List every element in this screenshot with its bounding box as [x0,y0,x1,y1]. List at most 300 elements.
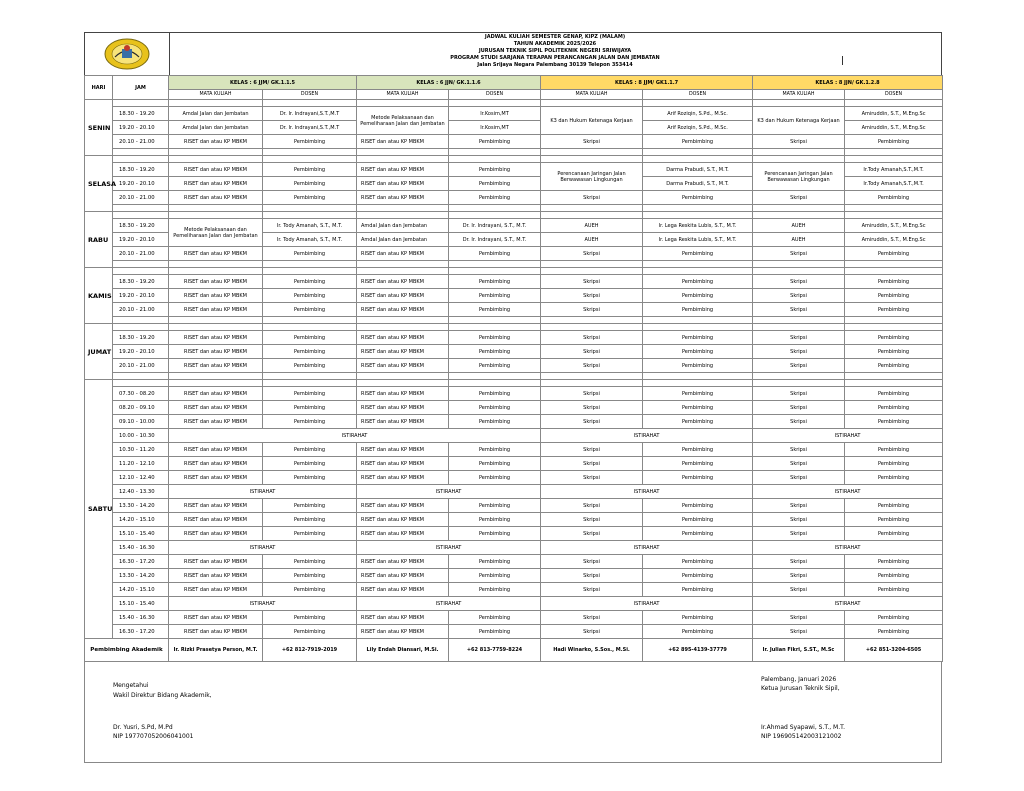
table-cell: 15.10 - 15.40 [113,527,169,541]
table-cell: Metode Pelaksanaan dan Pemeliharaan Jalan dan Jembatan [357,107,449,135]
spacer-row [85,324,943,331]
table-cell: Skripsi [541,401,643,415]
table-cell: Skripsi [753,583,845,597]
subheader-row [85,90,943,100]
table-cell: Pembimbing [643,415,753,429]
signature-footer [84,662,942,763]
table-cell: Pembimbing [449,303,541,317]
table-cell [541,373,643,380]
table-cell [449,212,541,219]
table-cell: Pembimbing [845,331,943,345]
class-1-header: KELAS : 6 JJM/ GK.1.1.5 [169,76,357,90]
class-4-header: KELAS : 8 JJN/ GK.1.2.8 [753,76,943,90]
table-row [85,555,943,569]
table-cell: Pembimbing [449,415,541,429]
table-cell: RISET dan atau KP MBKM [357,625,449,639]
table-cell: ISTIRAHAT [169,541,357,555]
header-address: Jalan Srijaya Negara Palembang 30139 Telepon 353414 [477,62,633,68]
col-dosen: DOSEN [845,90,943,100]
table-cell: 19.20 - 20.10 [113,177,169,191]
table-cell: Amiruddin, S.T., M.Eng.Sc [845,233,943,247]
table-cell: Pembimbing [449,289,541,303]
table-cell: Pembimbing [643,345,753,359]
header-year: TAHUN AKADEMIK 2025/2026 [513,41,597,47]
table-cell [357,317,449,324]
table-cell: Pembimbing [845,527,943,541]
table-cell [643,156,753,163]
table-cell: 19.20 - 20.10 [113,233,169,247]
table-cell: Darma Prabudi, S.T., M.T. [643,177,753,191]
table-cell: Pembimbing [263,527,357,541]
day-senin: SENIN [85,100,113,156]
table-cell [753,261,845,268]
table-cell: Pembimbing [263,611,357,625]
table-cell [845,212,943,219]
table-cell: RISET dan atau KP MBKM [357,247,449,261]
table-cell [845,205,943,212]
table-row [85,569,943,583]
table-cell: Pembimbing [263,191,357,205]
table-cell: 13.30 - 14.20 [113,499,169,513]
table-cell: Metode Pelaksanaan dan Pemeliharaan Jalan dan Jembatan [169,219,263,247]
advisor-1-name: Ir. Rizki Prasetya Person, M.T. [169,639,263,662]
footer-left-signatory: Dr. Yusri, S.Pd, M.Pd [113,724,173,731]
table-cell: Skripsi [753,443,845,457]
table-cell: 14.20 - 15.10 [113,583,169,597]
advisor-1-phone: +62 812-7919-2019 [263,639,357,662]
table-cell: RISET dan atau KP MBKM [357,457,449,471]
col-hari: HARI [85,76,113,100]
footer-vice-director: Wakil Direktur Bidang Akademik, [113,692,212,699]
table-cell [643,268,753,275]
table-cell: Pembimbing [643,443,753,457]
table-cell: Ir.Kosim,MT [449,107,541,121]
table-cell [263,324,357,331]
table-cell: Pembimbing [263,135,357,149]
footer-head-department: Ketua Jurusan Teknik Sipil, [761,685,840,692]
advisor-4-name: Ir. Julian Fikri, S.ST., M.Sc [753,639,845,662]
table-cell: Pembimbing [643,625,753,639]
table-cell [643,100,753,107]
table-cell [113,261,169,268]
table-cell: 18.30 - 19.20 [113,107,169,121]
table-cell: Pembimbing [643,331,753,345]
table-cell [263,100,357,107]
table-cell: Skripsi [541,513,643,527]
table-cell: Pembimbing [845,569,943,583]
table-cell: ISTIRAHAT [541,541,753,555]
table-cell: Pembimbing [449,569,541,583]
table-cell: K3 dan Hukum Ketenaga Kerjaan [541,107,643,135]
text-cursor [842,56,843,65]
table-cell [263,205,357,212]
table-cell: Pembimbing [263,415,357,429]
table-cell: Pembimbing [449,555,541,569]
table-row [85,331,943,345]
table-cell: ISTIRAHAT [169,429,541,443]
table-cell: RISET dan atau KP MBKM [357,611,449,625]
table-cell: RISET dan atau KP MBKM [357,415,449,429]
table-cell [169,380,263,387]
table-cell: RISET dan atau KP MBKM [169,499,263,513]
table-cell: Ir. Lega Reskita Lubis, S.T., M.T. [643,219,753,233]
table-cell [753,212,845,219]
advisor-3-phone: +62 895-4139-37779 [643,639,753,662]
table-cell: Pembimbing [263,583,357,597]
table-cell: Skripsi [541,247,643,261]
table-cell: Pembimbing [845,513,943,527]
table-cell [449,380,541,387]
table-cell [169,324,263,331]
table-cell: Pembimbing [643,289,753,303]
table-cell: Skripsi [753,611,845,625]
table-cell [643,212,753,219]
table-cell: Pembimbing [845,191,943,205]
table-cell: Pembimbing [643,583,753,597]
table-cell: Skripsi [753,303,845,317]
table-cell: Skripsi [753,499,845,513]
table-row [85,219,943,233]
table-cell [643,317,753,324]
table-cell: Skripsi [541,527,643,541]
table-cell: Skripsi [541,471,643,485]
footer-left-nip: NIP 197707052006041001 [113,733,194,740]
table-cell: RISET dan atau KP MBKM [169,471,263,485]
table-cell: Pembimbing [449,527,541,541]
table-cell: Skripsi [753,345,845,359]
table-cell: Amdal Jalan dan Jembatan [169,121,263,135]
table-cell: ISTIRAHAT [541,429,753,443]
table-cell [449,205,541,212]
footer-right-nip: NIP 196905142003121002 [761,733,842,740]
class-3-header: KELAS : 8 JJM/ GK1.1.7 [541,76,753,90]
table-cell: Pembimbing [263,555,357,569]
table-cell: 12.10 - 12.40 [113,471,169,485]
table-cell [449,317,541,324]
footer-place-date: Palembang, Januari 2026 [761,676,837,683]
table-cell: Dr. Ir. Indrayani,S.T.,M.T [263,107,357,121]
table-cell: Skripsi [753,471,845,485]
table-cell: Pembimbing [263,359,357,373]
table-cell: RISET dan atau KP MBKM [357,471,449,485]
table-cell: Skripsi [753,331,845,345]
table-cell: 19.20 - 20.10 [113,345,169,359]
table-cell: ISTIRAHAT [753,429,943,443]
table-cell: Skripsi [541,443,643,457]
table-cell: Amdal Jalan dan Jembatan [169,107,263,121]
day-selasa: SELASA [85,156,113,212]
table-cell: RISET dan atau KP MBKM [357,275,449,289]
table-cell: Pembimbing [263,569,357,583]
table-cell [845,261,943,268]
table-row [85,415,943,429]
table-cell [753,317,845,324]
table-cell: RISET dan atau KP MBKM [169,303,263,317]
table-cell: Pembimbing [845,471,943,485]
table-cell: RISET dan atau KP MBKM [357,569,449,583]
table-cell [113,156,169,163]
table-row [85,527,943,541]
table-cell: Pembimbing [643,611,753,625]
table-cell: Skripsi [541,345,643,359]
table-cell [113,373,169,380]
table-cell [263,212,357,219]
table-cell [643,373,753,380]
table-row [85,135,943,149]
table-cell: Pembimbing [643,527,753,541]
table-cell: Skripsi [753,457,845,471]
table-cell: Pembimbing [449,163,541,177]
header-program: PROGRAM STUDI SARJANA TERAPAN PERANCANGAN JALAN DAN JEMBATAN [450,55,660,61]
table-cell: Pembimbing [643,247,753,261]
table-cell: Pembimbing [845,135,943,149]
table-cell: Skripsi [753,555,845,569]
table-cell [541,212,643,219]
schedule-table [84,75,943,662]
table-row [85,471,943,485]
table-cell: RISET dan atau KP MBKM [169,401,263,415]
table-cell: Pembimbing [845,443,943,457]
table-row [85,583,943,597]
col-dosen: DOSEN [643,90,753,100]
break-row [85,485,943,499]
table-cell: 14.20 - 15.10 [113,513,169,527]
table-cell: 18.30 - 19.20 [113,163,169,177]
table-cell: ISTIRAHAT [357,541,541,555]
table-cell: 10.30 - 11.20 [113,443,169,457]
table-row [85,387,943,401]
advisor-4-phone: +62 851-3204-6505 [845,639,943,662]
table-cell [845,324,943,331]
table-cell: Pembimbing [643,513,753,527]
table-cell: Pembimbing [263,275,357,289]
table-row [85,513,943,527]
table-cell: RISET dan atau KP MBKM [169,275,263,289]
table-cell: RISET dan atau KP MBKM [169,513,263,527]
table-cell: 09.10 - 10.00 [113,415,169,429]
table-cell [113,149,169,156]
footer-acknowledge: Mengetahui [113,682,149,689]
table-row [85,359,943,373]
table-cell: AUEH [753,219,845,233]
table-cell: RISET dan atau KP MBKM [357,387,449,401]
table-cell: Pembimbing [263,625,357,639]
table-cell: Pembimbing [449,359,541,373]
table-cell: Skripsi [753,513,845,527]
table-cell: RISET dan atau KP MBKM [357,345,449,359]
table-cell: RISET dan atau KP MBKM [169,443,263,457]
table-cell: Pembimbing [449,611,541,625]
advisor-3-name: Hadi Winarko, S.Sos., M.Si. [541,639,643,662]
table-cell: Skripsi [541,275,643,289]
table-cell [113,317,169,324]
table-cell: RISET dan atau KP MBKM [357,177,449,191]
table-cell: Pembimbing [845,401,943,415]
table-cell: Pembimbing [643,499,753,513]
table-cell: Pembimbing [643,135,753,149]
table-cell: Pembimbing [449,583,541,597]
table-cell: 20.10 - 21.00 [113,135,169,149]
table-row [85,611,943,625]
table-cell: RISET dan atau KP MBKM [169,191,263,205]
table-cell [113,324,169,331]
table-cell: ISTIRAHAT [169,485,357,499]
table-cell: AUEH [541,233,643,247]
table-cell: Pembimbing [449,177,541,191]
table-cell: Skripsi [541,135,643,149]
table-cell [541,261,643,268]
table-cell: 18.30 - 19.20 [113,219,169,233]
table-cell: 15.40 - 16.30 [113,611,169,625]
table-cell: Arif Roziqin, S.Pd., M.Sc. [643,107,753,121]
table-cell: Pembimbing [449,401,541,415]
table-cell [449,261,541,268]
col-dosen: DOSEN [449,90,541,100]
table-cell [169,156,263,163]
table-row [85,499,943,513]
table-cell: Pembimbing [845,457,943,471]
table-cell: Pembimbing [643,457,753,471]
table-cell: Pembimbing [263,387,357,401]
table-cell: Pembimbing [643,359,753,373]
col-mk: MATA KULIAH [753,90,845,100]
break-row [85,597,943,611]
table-cell: Skripsi [541,331,643,345]
table-cell: ISTIRAHAT [541,597,753,611]
table-cell: Pembimbing [643,471,753,485]
table-cell [753,380,845,387]
table-cell [753,268,845,275]
col-dosen: DOSEN [263,90,357,100]
table-cell: 10.00 - 10.30 [113,429,169,443]
table-cell: Skripsi [541,289,643,303]
table-cell: Pembimbing [845,611,943,625]
table-cell [449,268,541,275]
spacer-row [85,205,943,212]
table-cell: Pembimbing [643,387,753,401]
table-cell: Pembimbing [263,457,357,471]
table-cell: RISET dan atau KP MBKM [169,527,263,541]
table-row [85,457,943,471]
table-cell: Pembimbing [845,359,943,373]
table-cell: Skripsi [753,625,845,639]
table-cell: ISTIRAHAT [357,485,541,499]
table-cell [357,261,449,268]
table-cell: Pembimbing [263,513,357,527]
table-cell [845,373,943,380]
advisor-label: Pembimbing Akademik [85,639,169,662]
table-cell: 19.20 - 20.10 [113,121,169,135]
table-row [85,247,943,261]
table-row [85,107,943,121]
table-cell [845,268,943,275]
table-cell: ISTIRAHAT [753,485,943,499]
table-cell [449,100,541,107]
footer-right-signatory: Ir.Ahmad Syapawi, S.T., M.T. [761,724,845,731]
table-cell: Pembimbing [263,331,357,345]
header-title: JADWAL KULIAH SEMESTER GENAP, KIPZ (MALAM) [484,34,626,40]
table-cell [357,156,449,163]
table-cell: 20.10 - 21.00 [113,247,169,261]
table-cell: Pembimbing [845,583,943,597]
table-cell [753,205,845,212]
table-cell [263,317,357,324]
class-2-header: KELAS : 6 JJN/ GK.1.1.6 [357,76,541,90]
table-cell [357,268,449,275]
table-cell: Pembimbing [845,345,943,359]
table-cell: AUEH [541,219,643,233]
table-cell [541,380,643,387]
spacer-row [85,380,943,387]
table-cell [449,324,541,331]
break-row [85,429,943,443]
table-cell: 19.20 - 20.10 [113,289,169,303]
table-row [85,163,943,177]
table-row [85,289,943,303]
table-cell: 20.10 - 21.00 [113,191,169,205]
table-cell: RISET dan atau KP MBKM [357,555,449,569]
table-cell [541,156,643,163]
table-cell [169,261,263,268]
table-cell: Skripsi [753,569,845,583]
table-cell: RISET dan atau KP MBKM [169,345,263,359]
table-cell: RISET dan atau KP MBKM [357,331,449,345]
table-cell: Skripsi [541,569,643,583]
table-cell [845,156,943,163]
spacer-row [85,212,943,219]
table-cell: Pembimbing [263,289,357,303]
table-row [85,191,943,205]
table-cell: Skripsi [541,303,643,317]
table-cell: Pembimbing [845,387,943,401]
spacer-row [85,317,943,324]
day-rabu: RABU [85,212,113,268]
table-cell: Pembimbing [449,345,541,359]
table-cell: Pembimbing [449,457,541,471]
table-cell: RISET dan atau KP MBKM [169,177,263,191]
table-cell: Pembimbing [263,163,357,177]
table-cell [753,100,845,107]
table-cell: 15.40 - 16.30 [113,541,169,555]
table-cell: Ir. Tody Amanah, S.T., M.T. [263,219,357,233]
table-cell [753,324,845,331]
table-cell: RISET dan atau KP MBKM [169,625,263,639]
table-cell [541,149,643,156]
table-cell: RISET dan atau KP MBKM [357,135,449,149]
table-cell: ISTIRAHAT [169,597,357,611]
table-cell: Skripsi [541,359,643,373]
table-cell: Skripsi [541,583,643,597]
table-cell: RISET dan atau KP MBKM [169,387,263,401]
table-cell [357,149,449,156]
table-cell: Pembimbing [845,415,943,429]
table-cell: 11.20 - 12.10 [113,457,169,471]
break-row [85,541,943,555]
table-cell: Ir.Tody Amanah,S.T.,M.T. [845,177,943,191]
polsri-logo [85,33,170,75]
table-cell [169,205,263,212]
table-cell: 08.20 - 09.10 [113,401,169,415]
table-cell: Skripsi [753,415,845,429]
table-cell [643,324,753,331]
table-cell: Pembimbing [263,499,357,513]
table-cell: 07.30 - 08.20 [113,387,169,401]
table-cell [753,149,845,156]
table-cell [643,380,753,387]
table-cell: Pembimbing [845,499,943,513]
table-cell [449,373,541,380]
table-cell [113,212,169,219]
